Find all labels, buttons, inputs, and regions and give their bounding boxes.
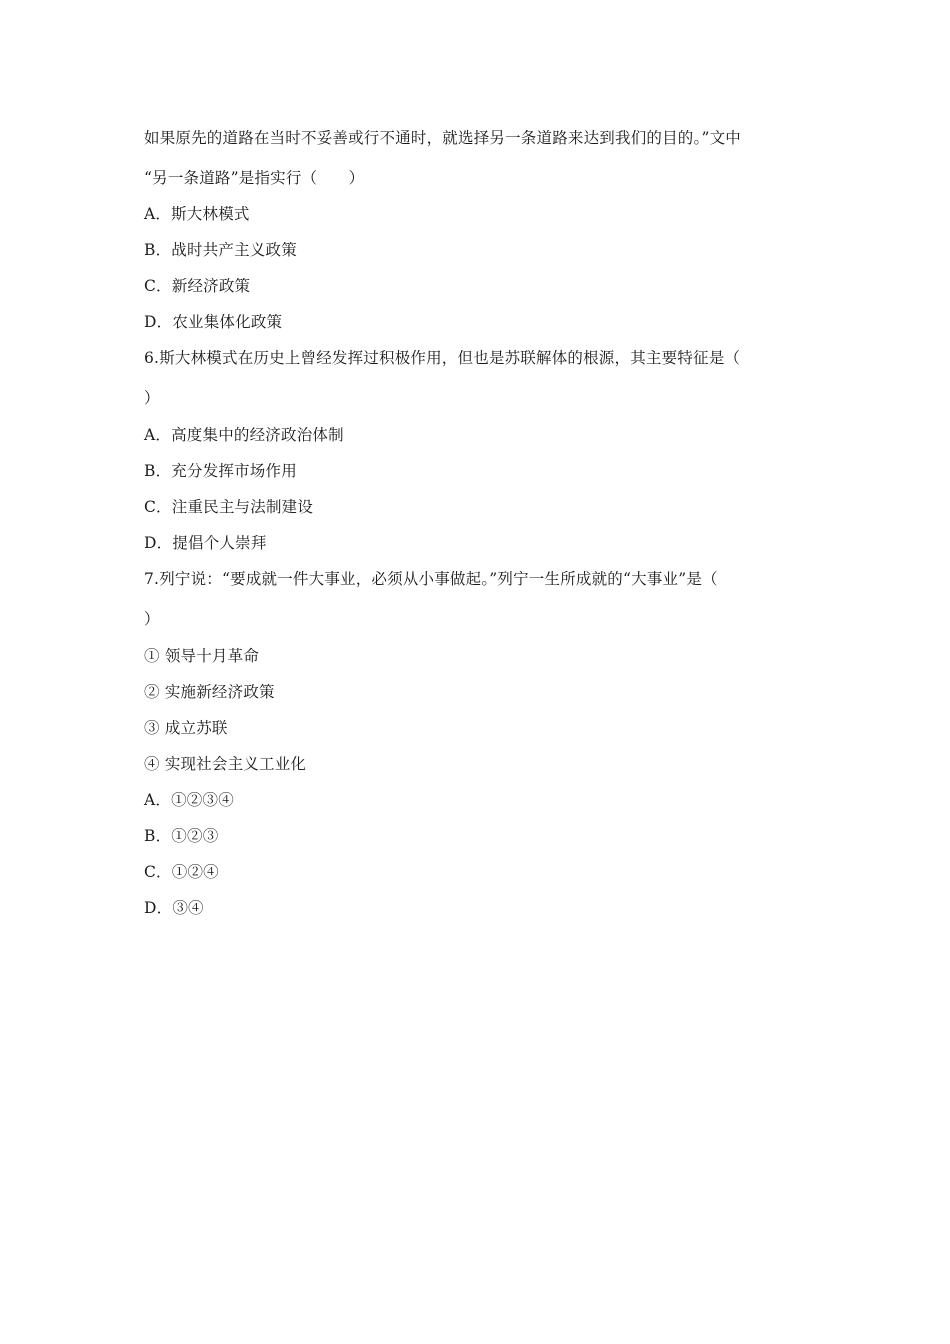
q6-option-a: A．高度集中的经济政治体制: [144, 426, 344, 444]
q6-option-c: C．注重民主与法制建设: [144, 498, 314, 516]
q6-option-b: B．充分发挥市场作用: [144, 462, 297, 480]
q7-option-b: B．①②③: [144, 827, 219, 845]
q5-stem-line-1: 如果原先的道路在当时不妥善或行不通时，就选择另一条道路来达到我们的目的。”文中: [144, 129, 741, 147]
q7-item-1: ① 领导十月革命: [144, 647, 260, 665]
q7-stem-line-2: ）: [144, 610, 160, 628]
q5-option-b: B．战时共产主义政策: [144, 241, 297, 259]
q7-item-3: ③ 成立苏联: [144, 719, 228, 737]
q5-option-a: A．斯大林模式: [144, 205, 250, 223]
q6-stem-line-2: ）: [144, 389, 160, 407]
q7-option-d: D．③④: [144, 899, 204, 917]
q5-option-d: D．农业集体化政策: [144, 313, 283, 331]
q5-stem-line-2: “另一条道路”是指实行（ ）: [144, 169, 365, 187]
q7-item-2: ② 实施新经济政策: [144, 683, 275, 701]
q6-option-d: D．提倡个人崇拜: [144, 534, 267, 552]
q7-option-c: C．①②④: [144, 863, 219, 881]
q7-item-4: ④ 实现社会主义工业化: [144, 755, 307, 773]
q6-stem-line-1: 6.斯大林模式在历史上曾经发挥过积极作用，但也是苏联解体的根源，其主要特征是（: [144, 349, 741, 367]
q7-option-a: A．①②③④: [144, 791, 234, 809]
q7-stem-line-1: 7.列宁说：“要成就一件大事业，必须从小事做起。”列宁一生所成就的“大事业”是（: [144, 570, 718, 588]
q5-option-c: C．新经济政策: [144, 277, 251, 295]
